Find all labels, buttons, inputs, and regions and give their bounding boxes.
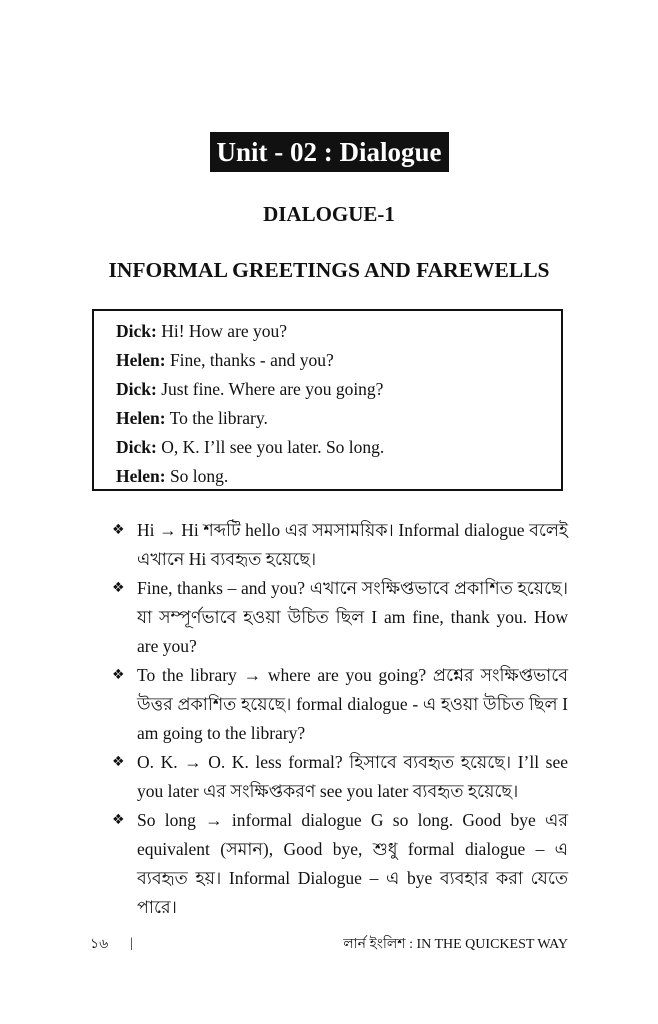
footer-left xyxy=(90,932,133,956)
diamond-bullet-icon: ❖ xyxy=(112,812,125,828)
dialogue-box xyxy=(92,309,563,491)
dialogue-line xyxy=(116,433,561,462)
dialogue-text: So long. xyxy=(165,466,229,486)
note-text: Fine, thanks – and you? এখানে সংক্ষিপ্তভাবে প্রকাশিত হয়েছে। যা সম্পূর্ণভাবে হওয়া উচিত ছিল I am fine, thank you. How are you? xyxy=(137,578,568,656)
note-item xyxy=(112,516,568,574)
diamond-bullet-icon: ❖ xyxy=(112,754,125,770)
dialogue-text: Fine, thanks - and you? xyxy=(165,350,334,370)
note-item xyxy=(112,574,568,661)
note-text: Hi → Hi শব্দটি hello এর সমসাময়িক। Informal dialogue বলেই এখানে Hi ব্যবহৃত হয়েছে। xyxy=(137,520,568,569)
book-title: লার্ন ইংলিশ : IN THE QUICKEST WAY xyxy=(343,937,568,952)
dialogue-line xyxy=(116,317,561,346)
dialogue-line xyxy=(116,404,561,433)
speaker-name: Dick: xyxy=(116,321,157,341)
dialogue-text: To the library. xyxy=(165,408,268,428)
note-item xyxy=(112,806,568,922)
dialogue-line xyxy=(116,375,561,404)
topic-heading: INFORMAL GREETINGS AND FAREWELLS xyxy=(108,258,550,282)
speaker-name: Helen: xyxy=(116,350,166,370)
note-text: To the library → where are you going? প্রশ্নের সংক্ষিপ্তভাবে উত্তর প্রকাশিত হয়েছে। formal dialogue - এ হওয়া উচিত ছিল I am going to the library? xyxy=(137,665,568,743)
note-text: O. K. → O. K. less formal? হিসাবে ব্যবহৃত হয়েছে। I’ll see you later এর সংক্ষিপ্তকরণ see you later ব্যবহৃত হয়েছে। xyxy=(137,752,568,801)
footer-separator: | xyxy=(130,936,133,951)
note-text: So long → informal dialogue G so long. Good bye এর equivalent (সমান), Good bye, শুধু formal dialogue – এ ব্যবহৃত হয়। Informal Dialogue – এ bye ব্যবহার করা যেতে পারে। xyxy=(137,810,568,917)
diamond-bullet-icon: ❖ xyxy=(112,522,125,538)
speaker-name: Helen: xyxy=(116,408,166,428)
unit-title-wrap xyxy=(0,132,658,172)
dialogue-heading: DIALOGUE-1 xyxy=(263,202,395,226)
page-footer xyxy=(90,932,568,956)
speaker-name: Dick: xyxy=(116,379,157,399)
notes-list xyxy=(112,516,568,922)
diamond-bullet-icon: ❖ xyxy=(112,667,125,683)
dialogue-line xyxy=(116,346,561,375)
diamond-bullet-icon: ❖ xyxy=(112,580,125,596)
page-number: ১৬ xyxy=(90,937,109,952)
dialogue-line xyxy=(116,462,561,491)
dialogue-text: O, K. I’ll see you later. So long. xyxy=(156,437,385,457)
note-item xyxy=(112,661,568,748)
dialogue-text: Hi! How are you? xyxy=(156,321,288,341)
speaker-name: Helen: xyxy=(116,466,166,486)
dialogue-text: Just fine. Where are you going? xyxy=(156,379,384,399)
speaker-name: Dick: xyxy=(116,437,157,457)
unit-title: Unit - 02 : Dialogue xyxy=(210,132,449,172)
note-item xyxy=(112,748,568,806)
